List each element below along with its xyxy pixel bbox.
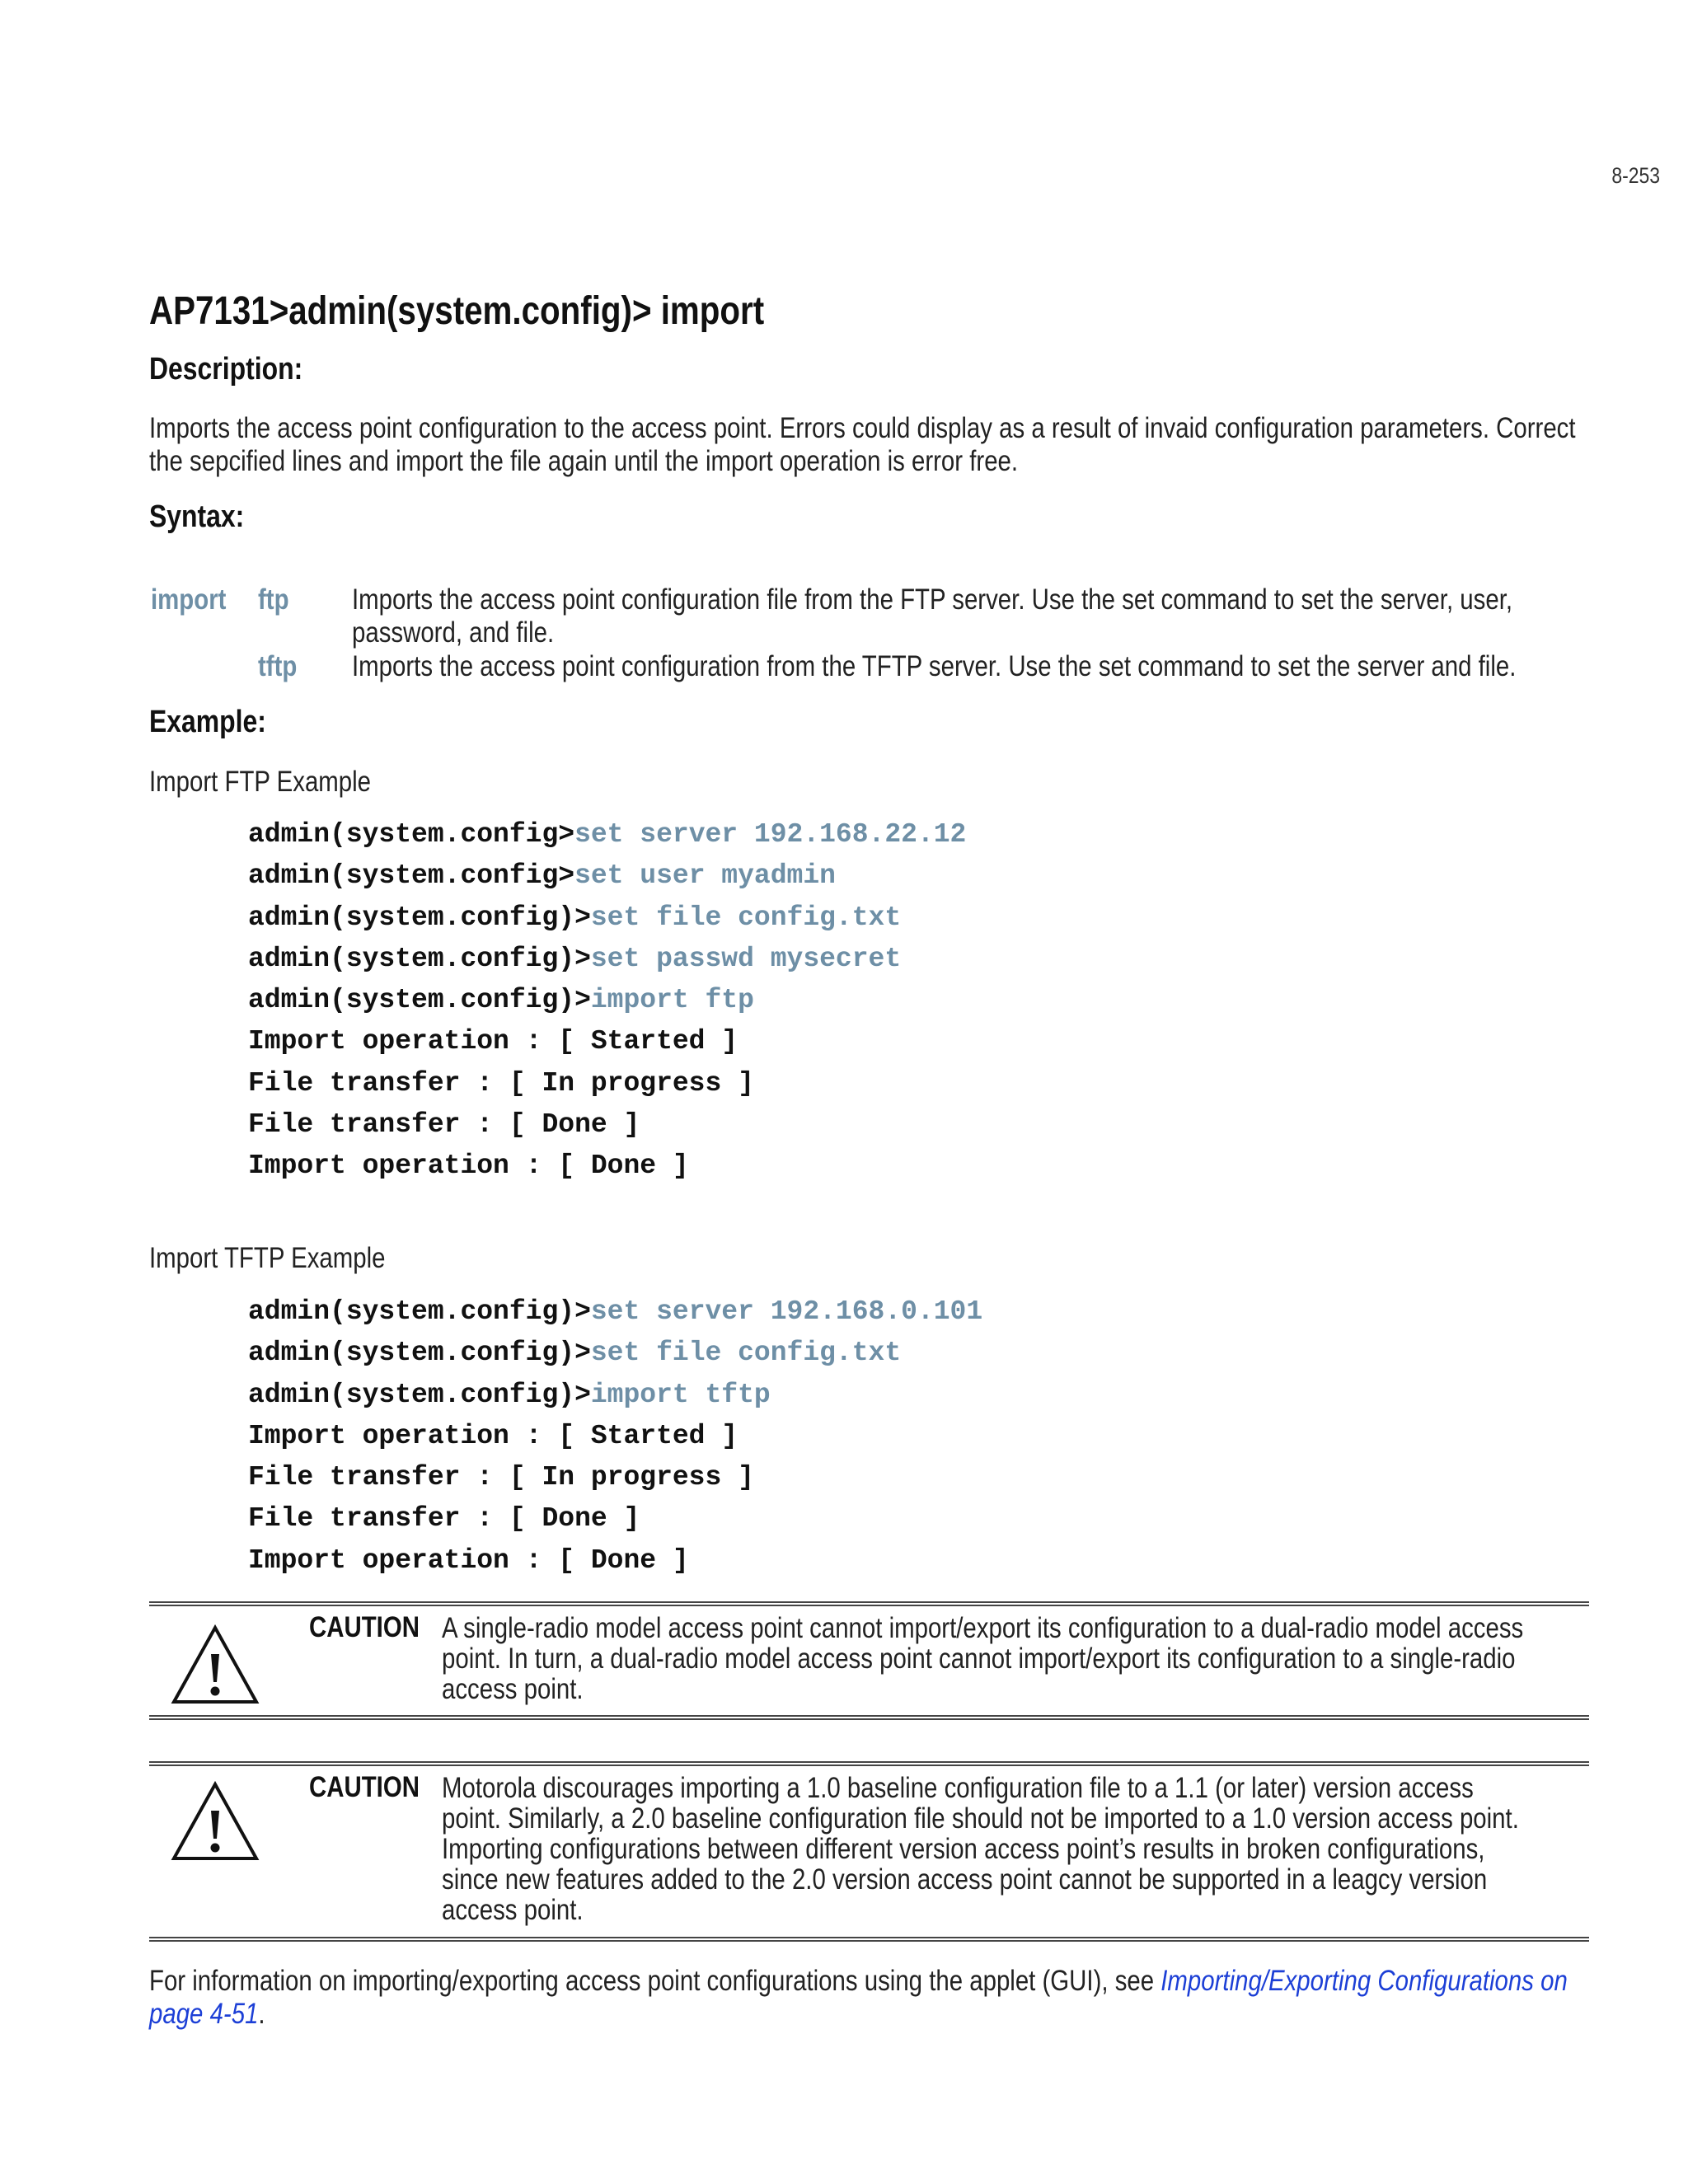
- caution-text: [442, 1613, 1579, 1704]
- code-line: [248, 1291, 982, 1333]
- syntax-row-tftp: [0, 650, 1688, 683]
- caution-line: Motorola discourages importing a 1.0 baseline configuration file to a 1.1 (or later) version access: [442, 1772, 1474, 1804]
- code-line: [248, 1540, 982, 1582]
- code-command: import tftp: [590, 1379, 771, 1410]
- syntax-option-tftp: tftp: [258, 650, 298, 682]
- caution-label-text: CAUTION: [309, 1771, 420, 1803]
- page-number: 8-253: [1611, 163, 1660, 188]
- footer-note-line: [149, 1998, 1479, 2031]
- cross-reference-link[interactable]: Importing/Exporting Configurations on: [1160, 1965, 1568, 1997]
- code-command: set server 192.168.0.101: [590, 1296, 983, 1327]
- code-prompt: admin(system.config)>: [248, 943, 591, 974]
- code-command: import ftp: [590, 985, 754, 1016]
- tftp-example-caption: [149, 1242, 1688, 1275]
- code-prompt: admin(system.config)>: [248, 902, 591, 933]
- footer-note-end: .: [258, 1998, 265, 2030]
- syntax-command: import: [151, 583, 227, 616]
- code-output: Import operation : [ Started ]: [248, 1026, 738, 1057]
- footer-note-text: For information on importing/exporting access point configurations using the applet (GUI), see: [149, 1965, 1161, 1997]
- code-line: [248, 855, 966, 897]
- caution-box-1: [149, 1601, 1589, 1720]
- description-paragraph: [149, 412, 1688, 478]
- example-heading: [149, 705, 288, 740]
- caution-label: [309, 1771, 440, 1804]
- caution-label-text: CAUTION: [309, 1611, 420, 1643]
- code-line: [248, 898, 966, 939]
- ftp-example-caption: [149, 766, 1688, 799]
- page-title-text: AP7131>admin(system.config)> import: [149, 289, 765, 333]
- code-output: File transfer : [ Done ]: [248, 1109, 640, 1141]
- ftp-code-block: [248, 814, 966, 1188]
- caution-label: [309, 1611, 440, 1644]
- syntax-desc-line: password, and file.: [352, 616, 555, 649]
- code-line: [248, 1146, 966, 1187]
- caution-line: since new features added to the 2.0 version access point cannot be supported in a leagcy version: [442, 1863, 1488, 1896]
- caution-line: A single-radio model access point cannot import/export its configuration to a dual-radio model access: [442, 1612, 1524, 1644]
- code-line: [248, 1104, 966, 1146]
- description-line: the sepcified lines and import the file again until the import operation is error free.: [149, 445, 1019, 477]
- code-line: [248, 1063, 966, 1104]
- code-line: [248, 939, 966, 980]
- caution-line: access point.: [442, 1894, 584, 1926]
- code-command: set user myadmin: [574, 860, 836, 892]
- code-prompt: admin(system.config)>: [248, 985, 591, 1016]
- syntax-option-ftp-description: [352, 583, 1588, 649]
- description-line: Imports the access point configuration to the access point. Errors could display as a result of invaid configuration parameters. Correct: [149, 412, 1576, 444]
- footer-note-line: [149, 1965, 1568, 1998]
- code-output: File transfer : [ In progress ]: [248, 1067, 754, 1099]
- description-heading-text: Description:: [149, 352, 303, 387]
- caution-box-2: [149, 1761, 1589, 1942]
- ftp-example-caption-text: Import FTP Example: [149, 766, 372, 798]
- code-prompt: admin(system.config>: [248, 819, 575, 850]
- code-line: [248, 1498, 982, 1540]
- code-command: set passwd mysecret: [590, 943, 902, 974]
- syntax-desc-line: Imports the access point configuration file from the FTP server. Use the set command to set the server, user,: [352, 583, 1513, 616]
- syntax-heading: [149, 499, 262, 535]
- code-command: set file config.txt: [590, 902, 902, 933]
- caution-text: [442, 1773, 1579, 1925]
- code-line: [248, 1457, 982, 1498]
- code-output: Import operation : [ Done ]: [248, 1544, 689, 1576]
- code-command: set server 192.168.22.12: [574, 819, 967, 850]
- warning-triangle-icon: [171, 1779, 260, 1862]
- code-command: set file config.txt: [590, 1338, 902, 1369]
- code-output: File transfer : [ In progress ]: [248, 1462, 754, 1493]
- code-output: File transfer : [ Done ]: [248, 1503, 640, 1535]
- caution-line: access point.: [442, 1673, 584, 1705]
- code-prompt: admin(system.config)>: [248, 1379, 591, 1410]
- footer-note: [149, 1965, 1688, 2031]
- tftp-code-block: [248, 1291, 982, 1582]
- warning-triangle-icon: [171, 1623, 260, 1705]
- code-line: [248, 1021, 966, 1062]
- code-line: [248, 980, 966, 1021]
- syntax-row-ftp: [0, 583, 1688, 649]
- code-line: [248, 1375, 982, 1416]
- syntax-desc-line: Imports the access point configuration from the TFTP server. Use the set command to set the server and file.: [352, 650, 1517, 682]
- code-line: [248, 814, 966, 855]
- syntax-option-ftp: ftp: [258, 583, 289, 616]
- page-title: [149, 288, 881, 334]
- code-output: Import operation : [ Done ]: [248, 1151, 689, 1182]
- cross-reference-link-page[interactable]: page 4-51: [149, 1998, 259, 2030]
- example-heading-text: Example:: [149, 705, 266, 739]
- caution-line: point. Similarly, a 2.0 baseline configuration file should not be imported to a 1.0 version access point.: [442, 1802, 1519, 1835]
- tftp-example-caption-text: Import TFTP Example: [149, 1242, 386, 1274]
- syntax-heading-text: Syntax:: [149, 499, 245, 534]
- code-prompt: admin(system.config)>: [248, 1296, 591, 1327]
- code-line: [248, 1416, 982, 1457]
- syntax-option-tftp-description: [352, 650, 1588, 683]
- code-line: [248, 1333, 982, 1374]
- description-heading: [149, 352, 332, 387]
- caution-line: point. In turn, a dual-radio model access point cannot import/export its configuration to a single-radio: [442, 1643, 1516, 1675]
- code-output: Import operation : [ Started ]: [248, 1420, 738, 1451]
- code-prompt: admin(system.config>: [248, 860, 575, 892]
- code-prompt: admin(system.config)>: [248, 1338, 591, 1369]
- caution-line: Importing configurations between different version access point’s results in broken configurations,: [442, 1833, 1485, 1865]
